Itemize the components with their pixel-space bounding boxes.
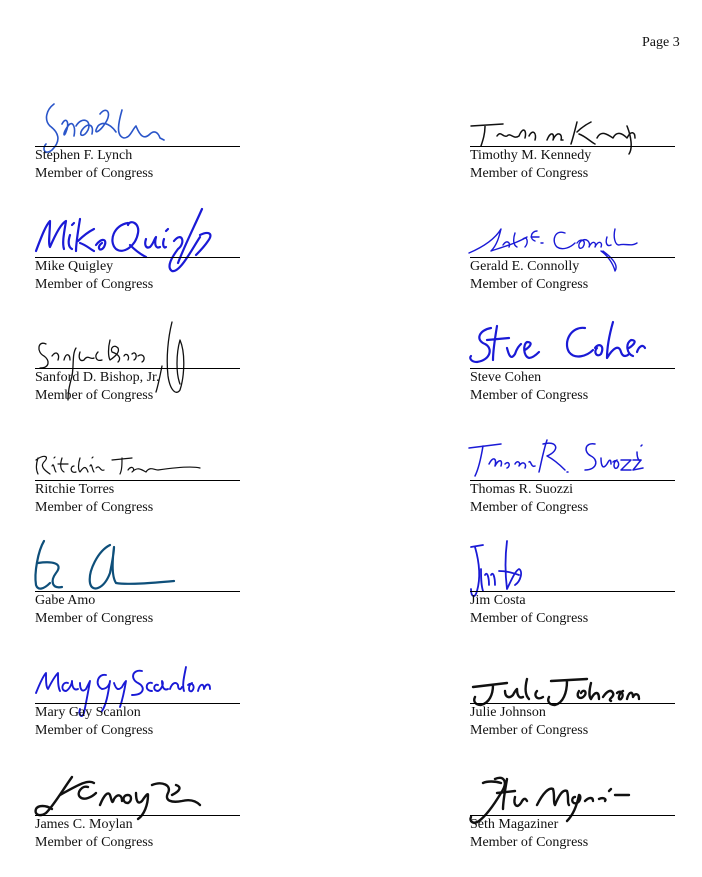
signatory-name: Timothy M. Kennedy bbox=[470, 148, 592, 163]
signatory-name: Mary Gay Scanlon bbox=[35, 705, 141, 720]
signatory-name: Mike Quigley bbox=[35, 259, 114, 274]
signatory-title: Member of Congress bbox=[470, 611, 589, 626]
signature-block-cohen bbox=[470, 318, 675, 428]
signatory-title: Member of Congress bbox=[470, 388, 589, 403]
signatory-title: Member of Congress bbox=[35, 166, 154, 181]
signatory-title: Member of Congress bbox=[35, 500, 154, 515]
signature-block-lynch bbox=[35, 96, 240, 206]
signature-block-quigley bbox=[35, 207, 240, 317]
page-number: Page 3 bbox=[642, 35, 680, 50]
signatory-name: James C. Moylan bbox=[35, 817, 133, 832]
signatory-name: Gerald E. Connolly bbox=[470, 259, 580, 274]
signatory-title: Member of Congress bbox=[35, 611, 154, 626]
signatory-title: Member of Congress bbox=[470, 723, 589, 738]
signatory-title: Member of Congress bbox=[35, 835, 154, 850]
signature-block-bishop bbox=[35, 318, 240, 428]
signature-block-costa bbox=[470, 541, 675, 651]
signatory-name: Steve Cohen bbox=[470, 370, 542, 385]
signatory-name: Stephen F. Lynch bbox=[35, 148, 133, 163]
signatory-name: Gabe Amo bbox=[35, 593, 96, 608]
signature-block-moylan bbox=[35, 765, 240, 875]
signatory-title: Member of Congress bbox=[470, 277, 589, 292]
signature-block-amo bbox=[35, 541, 240, 651]
signature-block-suozzi bbox=[470, 430, 675, 540]
signatory-name: Thomas R. Suozzi bbox=[470, 482, 574, 497]
signatory-name: Sanford D. Bishop, Jr. bbox=[35, 370, 160, 385]
signatory-title: Member of Congress bbox=[35, 388, 154, 403]
signatory-title: Member of Congress bbox=[470, 166, 589, 181]
signature-block-torres bbox=[35, 430, 240, 540]
signature-block-magaziner bbox=[470, 765, 675, 875]
signatory-title: Member of Congress bbox=[35, 277, 154, 292]
signatory-name: Jim Costa bbox=[470, 593, 526, 608]
signatory-name: Julie Johnson bbox=[470, 705, 546, 720]
signatory-title: Member of Congress bbox=[470, 500, 589, 515]
signatory-name: Seth Magaziner bbox=[470, 817, 559, 832]
signature-block-johnson bbox=[470, 653, 675, 763]
signature-block-connolly bbox=[470, 207, 675, 317]
signature-block-kennedy bbox=[470, 96, 675, 206]
signature-block-scanlon bbox=[35, 653, 240, 763]
signatory-title: Member of Congress bbox=[35, 723, 154, 738]
signatory-name: Ritchie Torres bbox=[35, 482, 115, 497]
signatory-title: Member of Congress bbox=[470, 835, 589, 850]
